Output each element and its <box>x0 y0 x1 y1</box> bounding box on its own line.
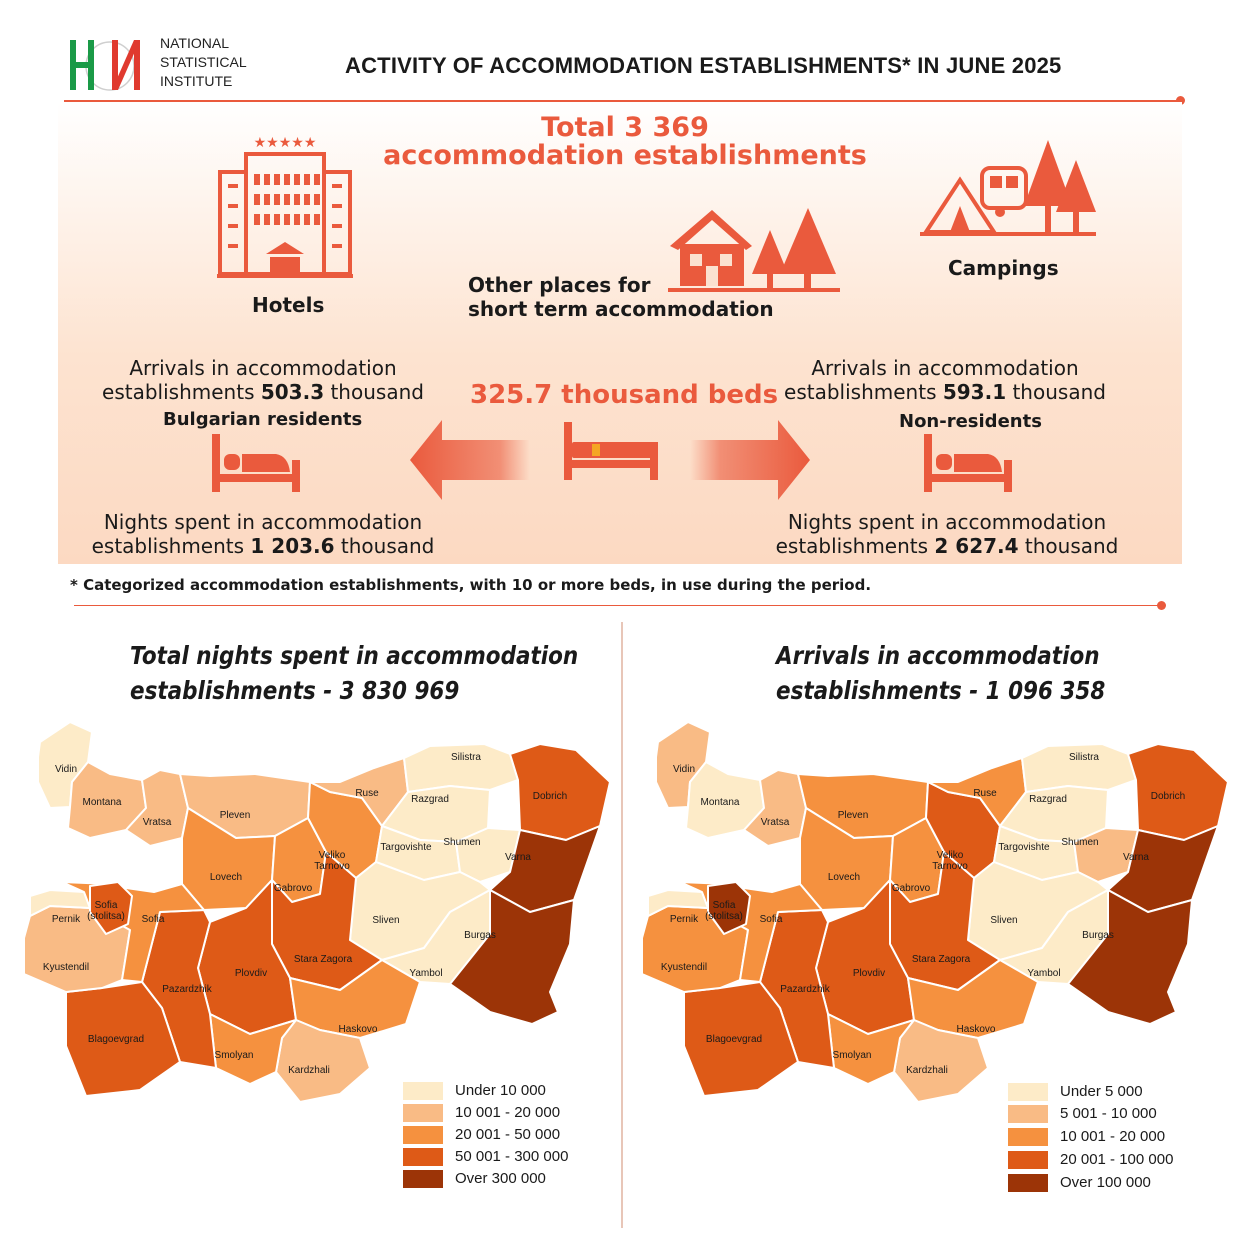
nonresidents-group-label: Non-residents <box>899 411 1042 432</box>
province-label: Blagoevgrad <box>87 1034 145 1045</box>
footnote-divider-dot <box>1157 601 1166 610</box>
province-label: Burgas <box>464 930 496 941</box>
residents-arrivals <box>80 356 446 404</box>
province-label: Vratsa <box>142 817 172 828</box>
legend-swatch <box>403 1126 443 1144</box>
province-label: Smolyan <box>214 1050 254 1061</box>
map-title-line: Total nights spent in accommodation <box>130 641 579 670</box>
residents-arrivals-line1: Arrivals in accommodation <box>129 356 397 380</box>
province-label: Plovdiv <box>234 968 268 979</box>
legend-swatch <box>403 1148 443 1166</box>
province-label: Gabrovo <box>273 883 313 894</box>
province-label: Pernik <box>669 914 699 925</box>
province-label: Ruse <box>355 788 379 799</box>
residents-nights-value: 1 203.6 <box>250 534 335 558</box>
residents-arrivals-value: 503.3 <box>260 380 325 404</box>
province-label: Pernik <box>51 914 81 925</box>
logo-line: NATIONAL <box>160 35 229 51</box>
province-label: Ruse <box>973 788 997 799</box>
page-title: ACTIVITY OF ACCOMMODATION ESTABLISHMENTS* IN JUNE 2025 <box>345 53 1062 78</box>
legend-swatch <box>1008 1128 1048 1146</box>
residents-arrivals-line2: establishments 503.3 thousand <box>102 380 424 404</box>
province-label: Sofia <box>141 914 165 925</box>
nonresidents-arrivals <box>760 356 1130 404</box>
residents-nights-line1: Nights spent in accommodation <box>103 510 423 534</box>
province-label: Stara Zagora <box>293 954 353 965</box>
camping-icon <box>920 140 1096 244</box>
province-label: Razgrad <box>1029 794 1067 805</box>
nonresidents-nights-line2: establishments 2 627.4 thousand <box>775 534 1119 558</box>
province-label: Sofia (stolitsa) <box>87 900 125 922</box>
campings-label: Campings <box>948 256 1059 280</box>
province-label: Pazardzhik <box>162 984 212 995</box>
nonresidents-arrivals-value: 593.1 <box>942 380 1007 404</box>
province-label: Vratsa <box>760 817 790 828</box>
map-title-line: establishments - 3 830 969 <box>130 676 460 705</box>
province-label: Montana <box>700 797 740 808</box>
province-label: Blagoevgrad <box>705 1034 763 1045</box>
province-label: Lovech <box>209 872 243 883</box>
bed-icon <box>562 420 660 482</box>
province-label: Pleven <box>837 810 869 821</box>
province-label: Haskovo <box>956 1024 996 1035</box>
nsi-logo-icon <box>66 36 150 94</box>
map-arrivals <box>628 712 1238 1118</box>
province-label: Vidin <box>672 764 696 775</box>
province-label: Varna <box>505 852 531 863</box>
province-label: Yambol <box>1027 968 1061 979</box>
province-label: Razgrad <box>411 794 449 805</box>
map-title-arrivals <box>776 638 1105 708</box>
province-label: Smolyan <box>832 1050 872 1061</box>
province-label: Vidin <box>54 764 78 775</box>
nsi-logo <box>66 36 150 94</box>
hotel-icon <box>214 134 356 282</box>
province-label: Varna <box>1123 852 1149 863</box>
arrow-right-icon <box>690 420 810 500</box>
other-places-line: Other places for <box>468 273 651 297</box>
legend-swatch <box>1008 1105 1048 1123</box>
legend-swatch <box>1008 1083 1048 1101</box>
total-establishments <box>380 114 870 170</box>
nonresidents-nights-value: 2 627.4 <box>934 534 1019 558</box>
other-places-label <box>468 273 774 321</box>
legend-swatch <box>403 1082 443 1100</box>
province-label: Gabrovo <box>891 883 931 894</box>
province-label: Veliko Tarnovo <box>314 850 350 872</box>
province-label: Montana <box>82 797 122 808</box>
beds-total: 325.7 thousand beds <box>470 380 779 410</box>
legend-swatch <box>403 1104 443 1122</box>
other-places-line: short term accommodation <box>468 297 774 321</box>
hotels-label: Hotels <box>252 293 325 317</box>
province-label: Shumen <box>1061 837 1099 848</box>
province-label: Silistra <box>1068 752 1100 763</box>
logo-wordmark <box>160 34 247 91</box>
province-label: Sofia (stolitsa) <box>705 900 743 922</box>
residents-nights <box>68 510 458 558</box>
nonresidents-arrivals-line2: establishments 593.1 thousand <box>784 380 1106 404</box>
residents-nights-line2: establishments 1 203.6 thousand <box>91 534 435 558</box>
province-label: Shumen <box>443 837 481 848</box>
province-label: Silistra <box>450 752 482 763</box>
province-label: Kyustendil <box>660 962 708 973</box>
logo-line: INSTITUTE <box>160 73 233 89</box>
province-label: Pleven <box>219 810 251 821</box>
logo-line: STATISTICAL <box>160 54 247 70</box>
residents-group-label: Bulgarian residents <box>163 409 363 430</box>
bed-icon <box>922 432 1014 494</box>
legend-swatch <box>1008 1151 1048 1169</box>
legend-arrivals: Under 5 000 5 001 - 10 000 10 001 - 20 000 20 001 - 100 000 Over 100 000 <box>1008 1083 1218 1195</box>
footnote-divider <box>74 605 1160 606</box>
footnote: * Categorized accommodation establishments, with 10 or more beds, in use during the period. <box>70 576 872 594</box>
province-label: Sofia <box>759 914 783 925</box>
province-label: Kardzhali <box>906 1065 948 1076</box>
province-label: Burgas <box>1082 930 1114 941</box>
legend-swatch <box>1008 1174 1048 1192</box>
bed-icon <box>210 432 302 494</box>
map-title-line: Arrivals in accommodation <box>776 641 1100 670</box>
province-label: Kardzhali <box>288 1065 330 1076</box>
province-label: Veliko Tarnovo <box>932 850 968 872</box>
map-title-line: establishments - 1 096 358 <box>776 676 1106 705</box>
map-nights <box>10 712 620 1118</box>
nonresidents-nights-line1: Nights spent in accommodation <box>787 510 1107 534</box>
province-label: Haskovo <box>338 1024 378 1035</box>
province-label: Plovdiv <box>852 968 886 979</box>
legend-nights: Under 10 000 10 001 - 20 000 20 001 - 50 000 50 001 - 300 000 Over 300 000 <box>403 1082 613 1194</box>
legend-swatch <box>403 1170 443 1188</box>
svg-text:★★★★★: ★★★★★ <box>253 134 317 150</box>
arrow-left-icon <box>410 420 530 500</box>
province-label: Sliven <box>990 915 1018 926</box>
province-label: Sliven <box>372 915 400 926</box>
province-label: Stara Zagora <box>911 954 971 965</box>
map-title-nights <box>130 638 578 708</box>
nonresidents-arrivals-line1: Arrivals in accommodation <box>811 356 1079 380</box>
province-label: Lovech <box>827 872 861 883</box>
province-label: Yambol <box>409 968 443 979</box>
total-count: Total 3 369 <box>541 112 709 143</box>
province-label: Dobrich <box>1150 791 1186 802</box>
total-caption: accommodation establishments <box>383 140 867 171</box>
province-label: Dobrich <box>532 791 568 802</box>
maps-divider <box>621 622 623 1228</box>
province-label: Targovishte <box>380 842 432 853</box>
nonresidents-nights <box>752 510 1142 558</box>
province-label: Targovishte <box>998 842 1050 853</box>
province-label: Kyustendil <box>42 962 90 973</box>
province-label: Pazardzhik <box>780 984 830 995</box>
